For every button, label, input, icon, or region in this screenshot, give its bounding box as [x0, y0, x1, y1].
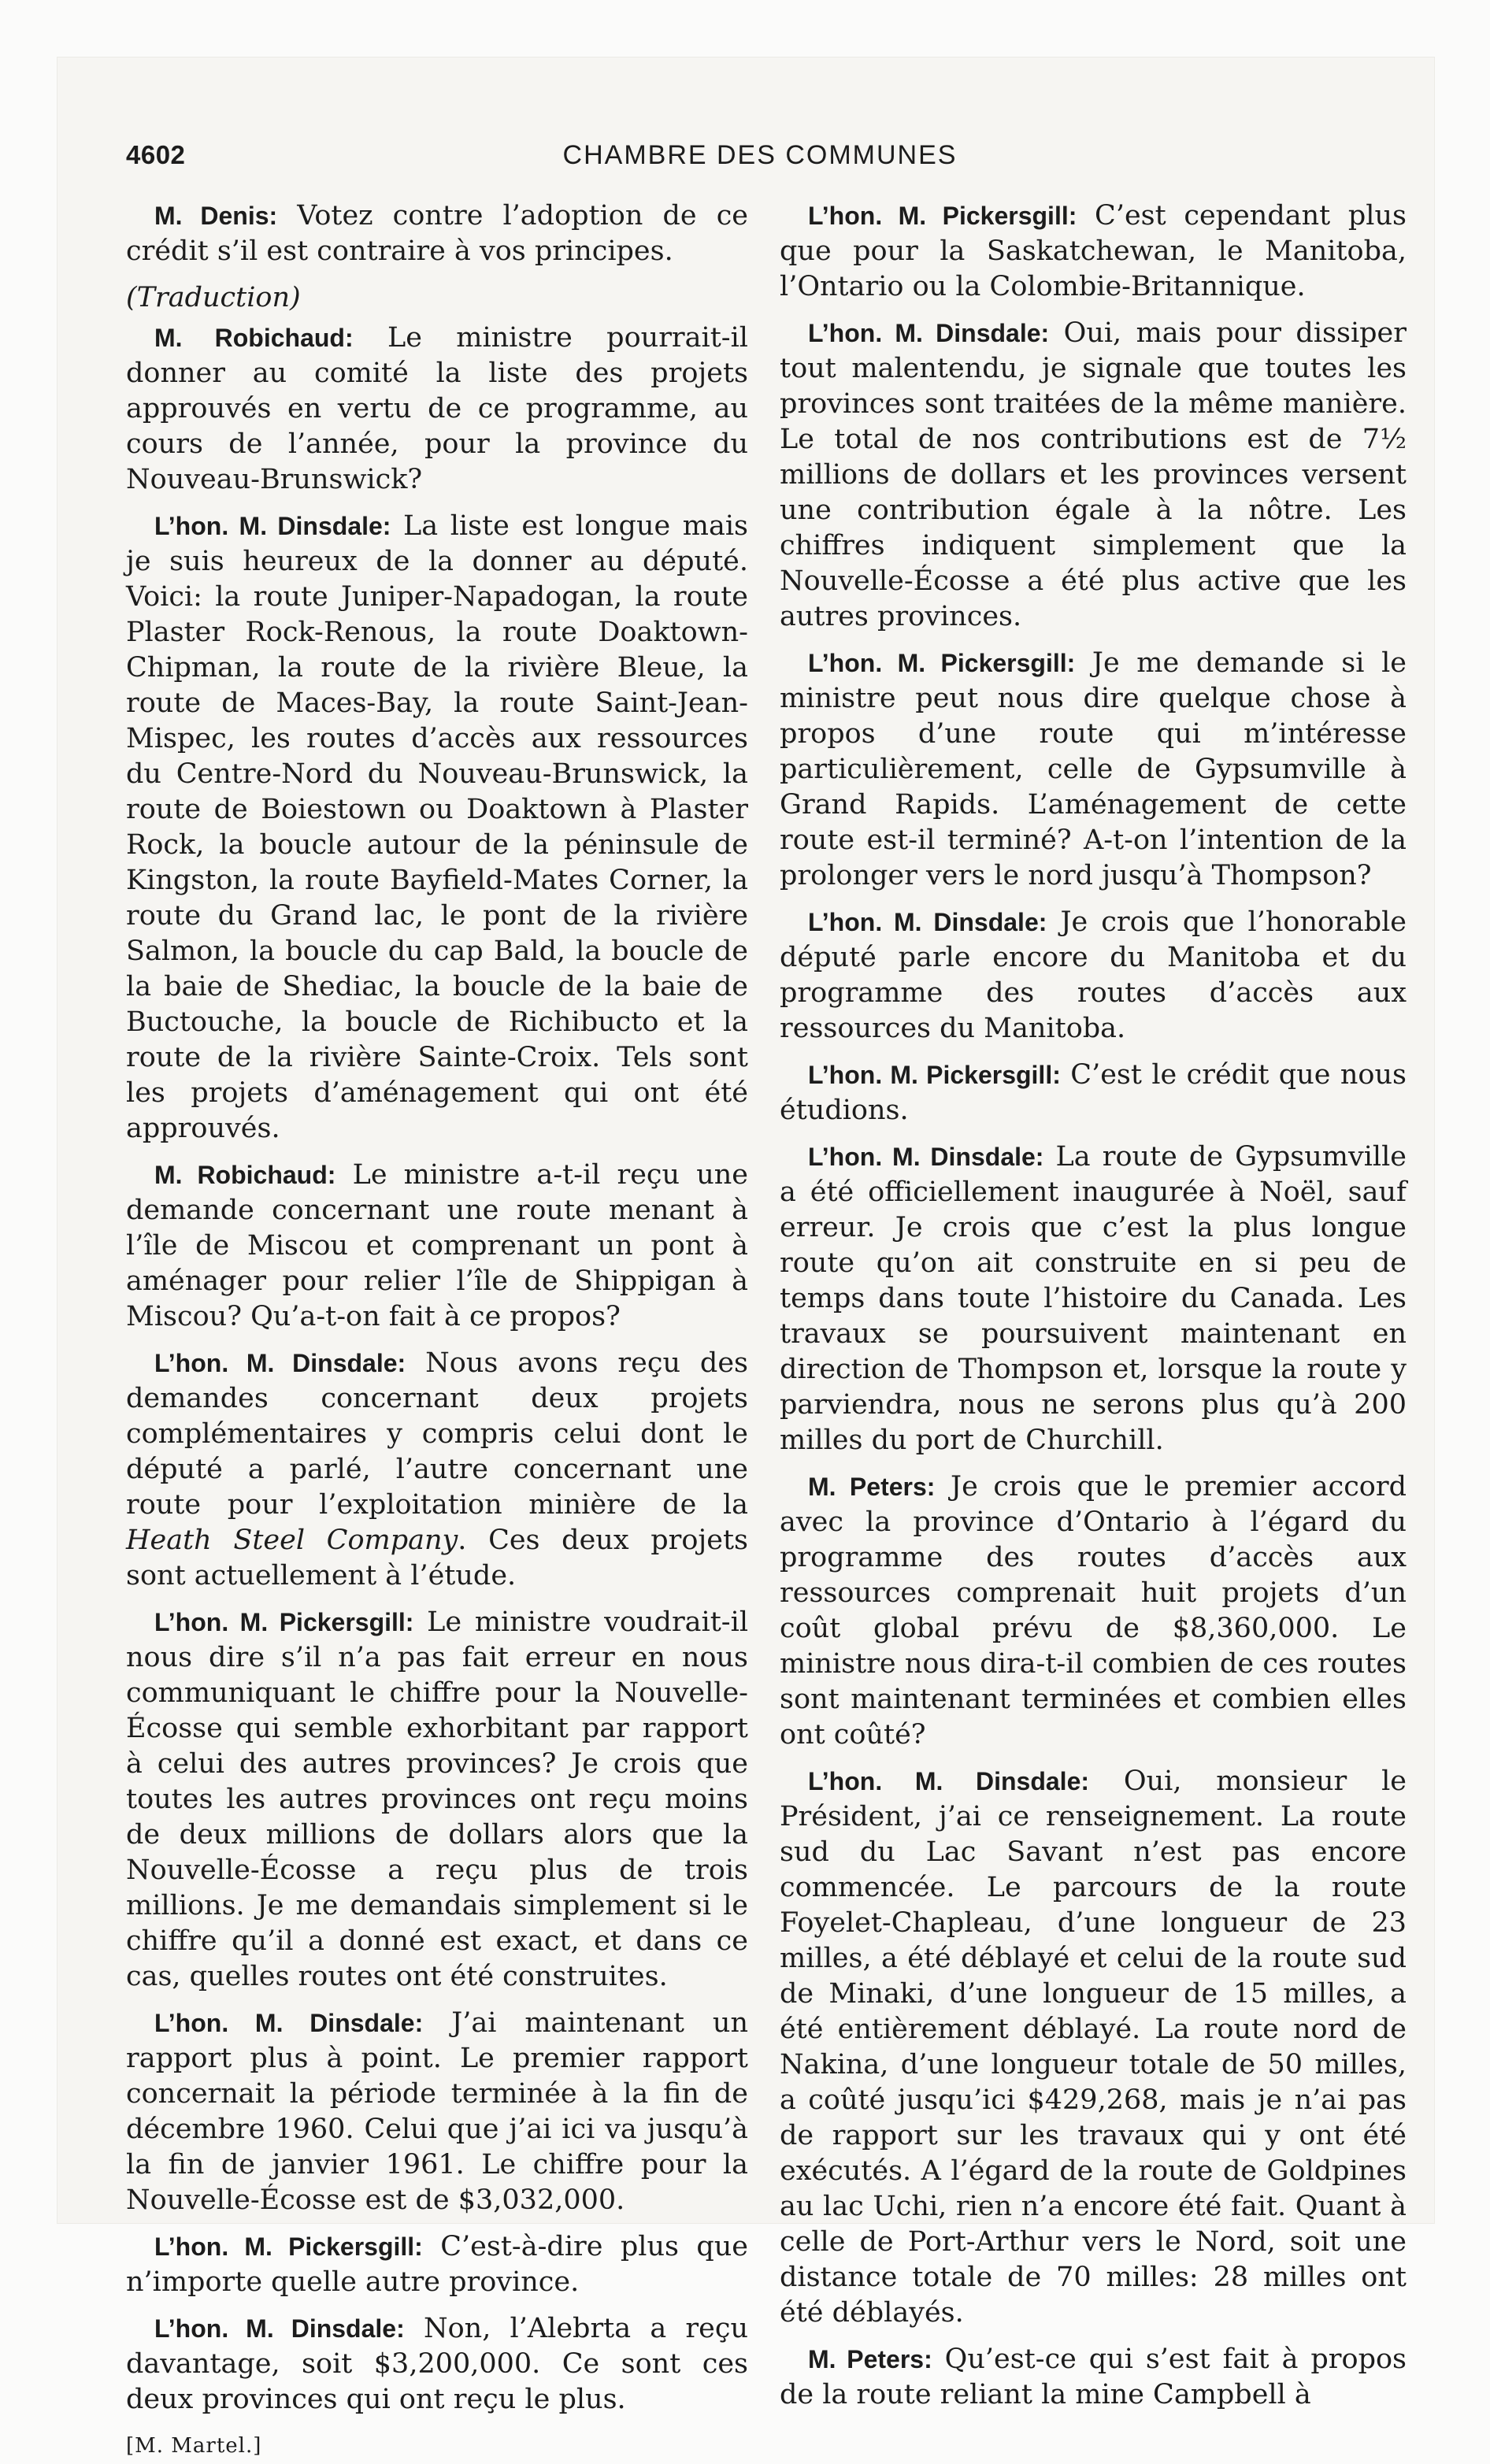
- page-number: 4602: [126, 140, 186, 169]
- running-head-title: CHAMBRE DES COMMUNES: [562, 140, 958, 170]
- speech-paragraph: [780, 2342, 1407, 2413]
- speech-text: C’est le crédit que nous étudions.: [780, 1059, 1407, 1126]
- speaker-name: L’hon. M. Pickersgill:: [154, 1608, 414, 1636]
- speech-text: Le ministre pourrait-il donner au comité la liste des projets approuvés en vertu de ce programme, au cours de l’année, pour la province du Nouveau-Brunswick?: [126, 322, 749, 495]
- speech-paragraph: [780, 646, 1407, 894]
- speech-paragraph: [126, 1158, 748, 1335]
- right-column: [780, 198, 1407, 2424]
- speech-paragraph: [126, 321, 748, 498]
- speech-text: Je me demande si le ministre peut nous dire quelque chose à propos d’une route qui m’intéresse particulièrement, celle de Gypsumville à Grand Rapids. L’aménagement de cette route est-il terminé? A-t-on l’intention de la prolonger vers le nord jusqu’à Thompson?: [780, 647, 1407, 891]
- speaker-name: M. Peters:: [808, 2345, 932, 2373]
- speaker-name: L’hon. M. Dinsdale:: [808, 1767, 1090, 1795]
- speech-text: Oui, monsieur le Président, j’ai ce renseignement. La route sud du Lac Savant n’est pas encore commencée. Le parcours de la route Foyelet-Chapleau, d’une longueur de 23 milles, a été déblayé et celui de la route sud de Minaki, d’une longueur de 15 milles, a été entièrement déblayé. La route nord de Nakina, d’une longueur totale de 50 milles, a coûté jusqu’ici $429,268, mais je n’ai pas de rapport sur les travaux qui y ont été exécutés. A l’égard de la route de Goldpines au lac Uchi, rien n’a encore été fait. Quant à celle de Port-Arthur vers le Nord, soit une distance totale de 70 milles: 28 milles ont été déblayés.: [780, 1766, 1407, 2329]
- speech-text: C’est-à-dire plus que n’importe quelle autre province.: [126, 2231, 749, 2298]
- speech-paragraph: [126, 1346, 748, 1594]
- speaker-name: L’hon. M. Pickersgill:: [808, 649, 1076, 677]
- company-name-italic: Heath Steel Company: [126, 1525, 458, 1556]
- speech-text: Non, l’Alebrta a reçu davantage, soit $3,200,000. Ce sont ces deux provinces qui ont reçu le plus.: [126, 2313, 749, 2415]
- speech-text: Qu’est-ce qui s’est fait à propos de la route reliant la mine Campbell à: [780, 2344, 1407, 2410]
- translation-note: (Traduction): [126, 282, 301, 313]
- speech-paragraph: [126, 2311, 748, 2418]
- speech-paragraph: [126, 509, 748, 1147]
- speech-paragraph: [126, 1605, 748, 1995]
- speaker-name: L’hon. M. Dinsdale:: [154, 2009, 424, 2037]
- speaker-name: M. Peters:: [808, 1473, 936, 1501]
- speaker-name: L’hon. M. Dinsdale:: [808, 908, 1047, 936]
- speaker-name: L’hon. M. Dinsdale:: [154, 512, 391, 540]
- left-column: [126, 198, 748, 2464]
- speech-text: La route de Gypsumville a été officiellement inaugurée à Noël, sauf erreur. Je crois que c’est la plus longue route qu’on ait construite en si peu de temps dans toute l’histoire du Canada. Les travaux se poursuivent maintenant en direction de Thompson et, lorsque la route y parviendra, nous ne serons plus qu’à 200 milles du port de Churchill.: [780, 1141, 1407, 1456]
- speaker-name: M. Robichaud:: [154, 324, 354, 352]
- speech-text: Le ministre a-t-il reçu une demande concernant une route menant à l’île de Miscou et comprenant un pont à aménager pour relier l’île de Shippigan à Miscou? Qu’a-t-on fait à ce propos?: [126, 1159, 749, 1332]
- speech-paragraph: [780, 1139, 1407, 1458]
- speech-paragraph: [126, 198, 748, 269]
- speaker-name: L’hon. M. Dinsdale:: [808, 319, 1050, 347]
- speech-paragraph: [126, 2006, 748, 2218]
- speech-text: Je crois que le premier accord avec la province d’Ontario à l’égard du programme des routes d’accès aux ressources comprenait huit projets d’un coût global prévu de $8,360,000. Le ministre nous dira-t-il combien de ces routes sont maintenant terminées et combien elles ont coûté?: [780, 1471, 1407, 1751]
- speaker-name: M. Robichaud:: [154, 1161, 336, 1189]
- speech-paragraph: [780, 1469, 1407, 1753]
- speech-paragraph: [780, 198, 1407, 305]
- speech-text: C’est cependant plus que pour la Saskatchewan, le Manitoba, l’Ontario ou la Colombie-Britannique.: [780, 200, 1407, 302]
- speech-paragraph: [780, 1058, 1407, 1128]
- speech-text: Oui, mais pour dissiper tout malentendu, je signale que toutes les provinces sont traitées de la même manière. Le total de nos contributions est de 7½ millions de dollars et les provinces versent une contribution égale à la nôtre. Les chiffres indiquent simplement que la Nouvelle-Écosse a été plus active que les autres provinces.: [780, 317, 1407, 632]
- speaker-name: L’hon. M. Pickersgill:: [808, 1061, 1061, 1089]
- speaker-name: L’hon. M. Dinsdale:: [154, 2314, 405, 2343]
- speech-paragraph: [780, 905, 1407, 1047]
- speaker-name: L’hon. M. Dinsdale:: [808, 1143, 1044, 1171]
- speech-text: La liste est longue mais je suis heureux de la donner au député. Voici: la route Juniper-Napadogan, la route Plaster Rock-Renous, la route Doaktown-Chipman, la route de la rivière Bleue, la route de Maces-Bay, la route Saint-Jean-Mispec, les routes d’accès aux ressources du Centre-Nord du Nouveau-Brunswick, la route de Boiestown ou Doaktown à Plaster Rock, la boucle autour de la péninsule de Kingston, la route Bayfield-Mates Corner, la route du Grand lac, le pont de la rivière Salmon, la boucle du cap Bald, la boucle de la baie de Shediac, la boucle de la baie de Buctouche, la boucle de Richibucto et la route de la rivière Sainte-Croix. Tels sont les projets d’aménagement qui ont été approuvés.: [126, 510, 749, 1144]
- speaker-reference: [M. Martel.]: [126, 2434, 262, 2458]
- page-header: [126, 140, 1394, 184]
- speech-text: Votez contre l’adoption de ce crédit s’il est contraire à vos principes.: [126, 200, 749, 267]
- speaker-name: M. Denis:: [154, 202, 278, 230]
- speech-paragraph: [780, 1764, 1407, 2331]
- speech-paragraph: [780, 316, 1407, 635]
- speech-text: Le ministre voudrait-il nous dire s’il n’a pas fait erreur en nous communiquant le chiffre pour la Nouvelle-Écosse qui semble exhorbitant par rapport à celui des autres provinces? Je crois que toutes les autres provinces ont reçu moins de deux millions de dollars alors que la Nouvelle-Écosse a reçu plus de trois millions. Je me demandais simplement si le chiffre qu’il a donné est exact, et dans ce cas, quelles routes ont été construites.: [126, 1606, 749, 1992]
- speaker-name: L’hon. M. Pickersgill:: [154, 2232, 423, 2261]
- speech-text: Je crois que l’honorable député parle encore du Manitoba et du programme des routes d’accès aux ressources du Manitoba.: [780, 906, 1407, 1044]
- speech-text: J’ai maintenant un rapport plus à point. Le premier rapport concernait la période terminée à la fin de décembre 1960. Celui que j’ai ici va jusqu’à la fin de janvier 1961. Le chiffre pour la Nouvelle-Écosse est de $3,032,000.: [126, 2007, 748, 2216]
- speech-text: Nous avons reçu des demandes concernant deux projets complémentaires y compris celui dont le député a parlé, l’autre concernant une route pour l’exploitation minière de la: [126, 1347, 748, 1521]
- speech-text-after: . Ces deux projets sont actuellement à l’étude.: [126, 1525, 749, 1591]
- speaker-name: L’hon. M. Dinsdale:: [154, 1349, 406, 1377]
- speaker-name: L’hon. M. Pickersgill:: [808, 202, 1077, 230]
